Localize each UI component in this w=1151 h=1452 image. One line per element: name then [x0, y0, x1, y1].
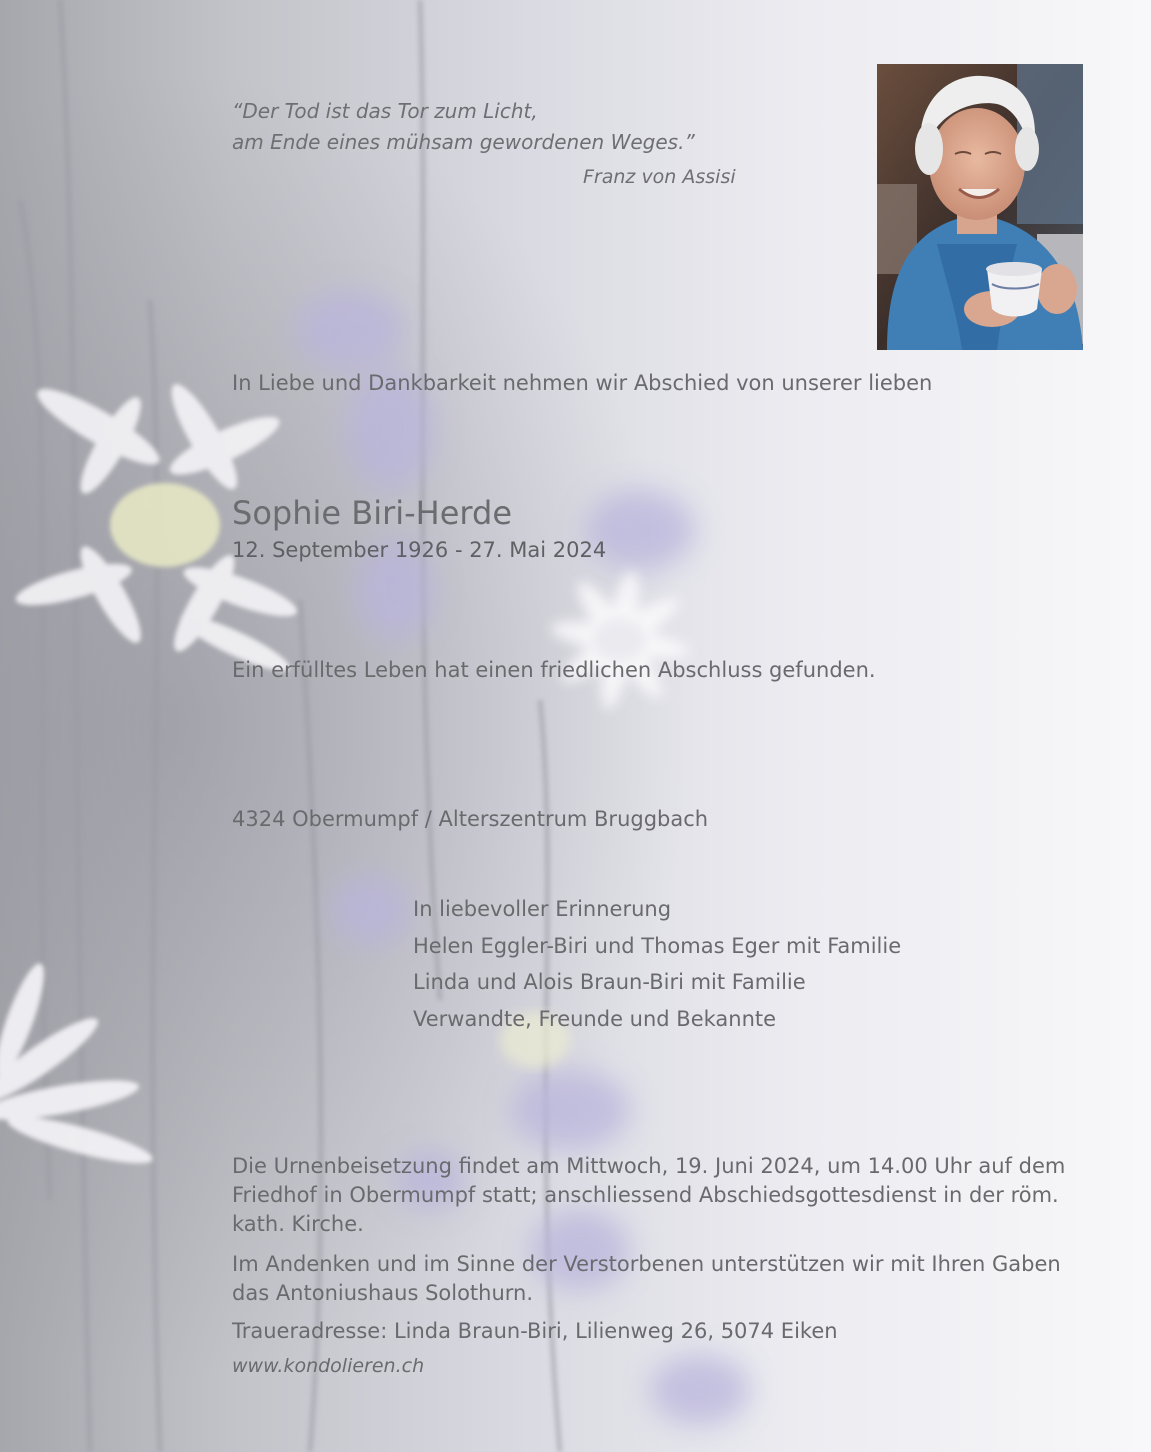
mourners-line: In liebevoller Erinnerung: [413, 897, 672, 921]
tribute-text: Ein erfülltes Leben hat einen friedlichen Abschluss gefunden.: [232, 658, 876, 682]
quote-line-2: am Ende eines mühsam gewordenen Weges.”: [232, 130, 695, 154]
mourners-line: Verwandte, Freunde und Bekannte: [413, 1006, 777, 1031]
website-link[interactable]: www.kondolieren.ch: [232, 1355, 425, 1377]
mourning-address: Traueradresse: Linda Braun-Biri, Lilienweg 26, 5074 Eiken: [232, 1319, 838, 1343]
mourners-line: Helen Eggler-Biri und Thomas Eger mit Familie: [413, 933, 902, 958]
quote-line-1: “Der Tod ist das Tor zum Licht,: [232, 99, 538, 123]
portrait-photo: [877, 64, 1083, 350]
mourners-line: Linda und Alois Braun-Biri mit Familie: [413, 970, 806, 995]
donation-text: Im Andenken und im Sinne der Verstorbenen unterstützen wir mit Ihren Gaben das Antoniushaus Solothurn.: [232, 1252, 1061, 1305]
mourners-list: [413, 891, 901, 1037]
intro-text: In Liebe und Dankbarkeit nehmen wir Abschied von unserer lieben: [232, 371, 933, 395]
quote-author: Franz von Assisi: [583, 166, 736, 188]
deceased-name: Sophie Biri-Herde: [232, 494, 513, 532]
deceased-dates: 12. September 1926 - 27. Mai 2024: [232, 538, 607, 562]
location-text: 4324 Obermumpf / Alterszentrum Bruggbach: [232, 807, 709, 831]
ceremony-text: Die Urnenbeisetzung findet am Mittwoch, 19. Juni 2024, um 14.00 Uhr auf dem Friedhof in Obermumpf statt; anschliessend Abschiedsgottesdienst in der röm. kath. Kirche.: [232, 1154, 1066, 1236]
